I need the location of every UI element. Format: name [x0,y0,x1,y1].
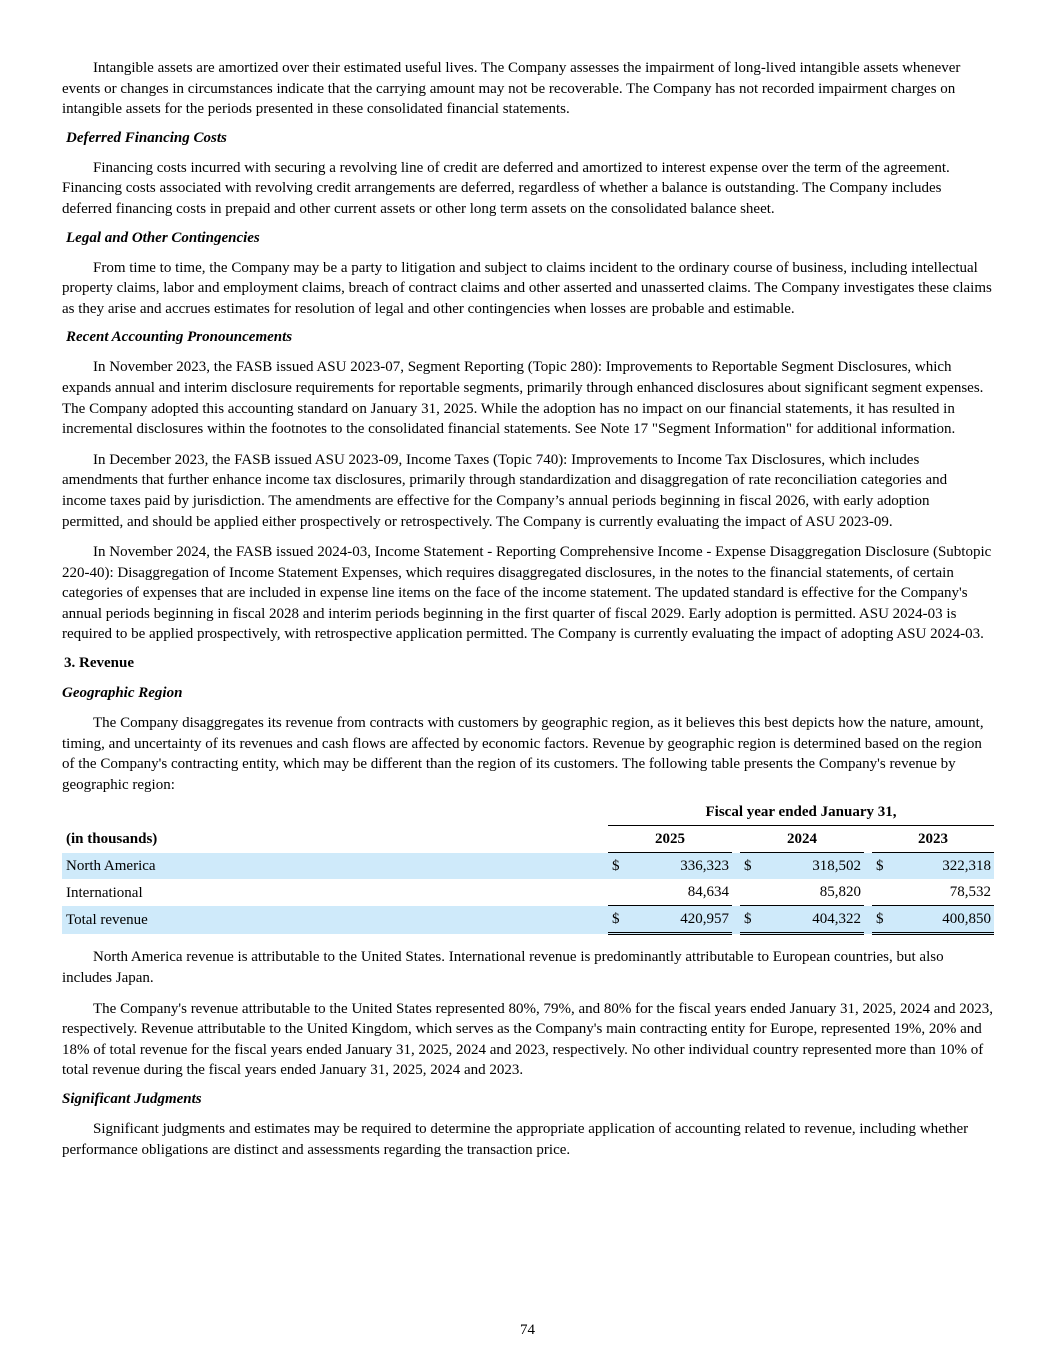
page-number: 74 [520,1322,535,1338]
significant-judgments-heading: Significant Judgments [62,1091,202,1107]
table-period-header-row [62,799,994,826]
table-cell: 318,502 [764,853,864,880]
table-row-total [62,906,994,934]
asu-2023-09-paragraph: In December 2023, the FASB issued ASU 2023-09, Income Taxes (Topic 740): Improvements to Income Tax Disclosures, which includes amendments that further enhance income tax disclosures, primarily through standardization and disaggregation of rate reconciliation categories and income taxes paid by jurisdiction. The amendments are effective for the Company’s annual periods beginning in fiscal 2026, with early adoption permitted, and should be applied either prospectively or retrospectively. The Company is currently evaluating the impact of ASU 2023-09. [62,451,948,530]
table-cell: 84,634 [632,879,732,906]
currency-symbol: $ [740,906,764,934]
intangible-assets-paragraph: Intangible assets are amortized over their estimated useful lives. The Company assesses the impairment of long-lived intangible assets whenever events or changes in circumstances indicate that the carrying amount may not be recoverable. The Company has not recorded impairment charges on intangible assets for the periods presented in these consolidated financial statements. [62,60,961,118]
asu-2024-03-paragraph: In November 2024, the FASB issued 2024-03, Income Statement - Reporting Comprehensive Income - Expense Disaggregation Disclosure (Subtopic 220-40): Disaggregation of Income Statement Expenses, which requires disaggregated disclosures, in the notes to the financial statements, of certain categories of expenses that are included in expense line items on the face of the income statement. The updated standard is effective for the Company's annual periods beginning in fiscal 2028 and interim periods beginning in the first quarter of fiscal 2029. Early adoption is permitted. ASU 2024-03 is required to be applied prospectively, with retrospective application permitted. The Company is currently evaluating the impact of adopting ASU 2024-03. [62,544,992,643]
table-cell: 420,957 [632,906,732,934]
table-cell: 78,532 [896,879,994,906]
table-cell: 400,850 [896,906,994,934]
revenue-section-heading: 3. Revenue [64,655,134,672]
geographic-intro-paragraph: The Company disaggregates its revenue from contracts with customers by geographic region, as it believes this best depicts how the nature, amount, timing, and uncertainty of its revenues and cash flows are affected by economic factors. Revenue by geographic region is determined based on the region of the Company's contracting entity, which may be different than the region of its customers. The following table presents the Company's revenue by geographic region: [62,715,984,793]
currency-symbol: $ [608,906,632,934]
table-row-north-america [62,853,994,880]
table-cell: 322,318 [896,853,994,880]
us-revenue-share-paragraph: The Company's revenue attributable to the United States represented 80%, 79%, and 80% for the fiscal years ended January 31, 2025, 2024 and 2023, respectively. Revenue attributable to the United Kingdom, which serves as the Company's main contracting entity for Europe, represented 19%, 20% and 18% of total revenue for the fiscal years ended January 31, 2025, 2024 and 2023, respectively. No other individual country represented more than 10% of total revenue during the fiscal years ended January 31, 2025, 2024 and 2023. [62,1000,993,1079]
currency-symbol: $ [872,906,896,934]
deferred-financing-paragraph: Financing costs incurred with securing a revolving line of credit are deferred and amortized to interest expense over the term of the agreement. Financing costs associated with revolving credit arrangements are deferred, regardless of whether a balance is outstanding. The Company includes deferred financing costs in prepaid and other current assets or other long term assets on the consolidated balance sheet. [62,159,950,217]
legal-contingencies-paragraph: From time to time, the Company may be a party to litigation and subject to claims incident to the ordinary course of business, including intellectual property claims, labor and employment claims, breach of contract claims and other asserted and unasserted claims. The Company investigates these claims as they arise and accrues estimates for resolution of legal and other contingencies when losses are probable and estimable. [62,259,992,317]
period-header: Fiscal year ended January 31, [608,799,994,826]
recent-pronouncements-heading: Recent Accounting Pronouncements [66,329,293,346]
unit-label: (in thousands) [66,831,158,848]
currency-symbol: $ [740,853,764,880]
row-label: Total revenue [62,906,608,934]
deferred-financing-heading: Deferred Financing Costs [66,129,227,146]
significant-judgments-paragraph: Significant judgments and estimates may be required to determine the appropriate application of accounting related to revenue, including whether performance obligations are distinct and assessments regarding the transaction price. [62,1121,969,1158]
legal-contingencies-heading: Legal and Other Contingencies [66,229,260,246]
asu-2023-07-paragraph: In November 2023, the FASB issued ASU 2023-07, Segment Reporting (Topic 280): Improvements to Reportable Segment Disclosures, which expands annual and interim disclosure requirements for reportable segments, primarily through enhanced disclosures about significant segment expenses. The Company adopted this accounting standard on January 31, 2025. While the adoption has no impact on our financial statements, it has resulted in incremental disclosures within the footnotes to the consolidated financial statements. See Note 17 "Segment Information" for additional information. [62,359,984,438]
year-header-2023: 2023 [872,826,994,853]
table-cell: 404,322 [764,906,864,934]
table-row-international [62,879,994,906]
year-header-2024: 2024 [740,826,864,853]
revenue-by-region-table [62,799,994,935]
currency-symbol: $ [872,853,896,880]
table-column-header-row [62,826,994,853]
table-cell: 85,820 [764,879,864,906]
north-america-note-paragraph: North America revenue is attributable to the United States. International revenue is predominantly attributable to European countries, but also includes Japan. [62,949,944,987]
page-content [62,58,994,1160]
row-label: International [66,884,143,901]
table-cell: 336,323 [632,853,732,880]
year-header-2025: 2025 [608,826,732,853]
geographic-region-heading: Geographic Region [62,685,183,702]
row-label: North America [62,853,608,880]
currency-symbol: $ [608,853,632,880]
